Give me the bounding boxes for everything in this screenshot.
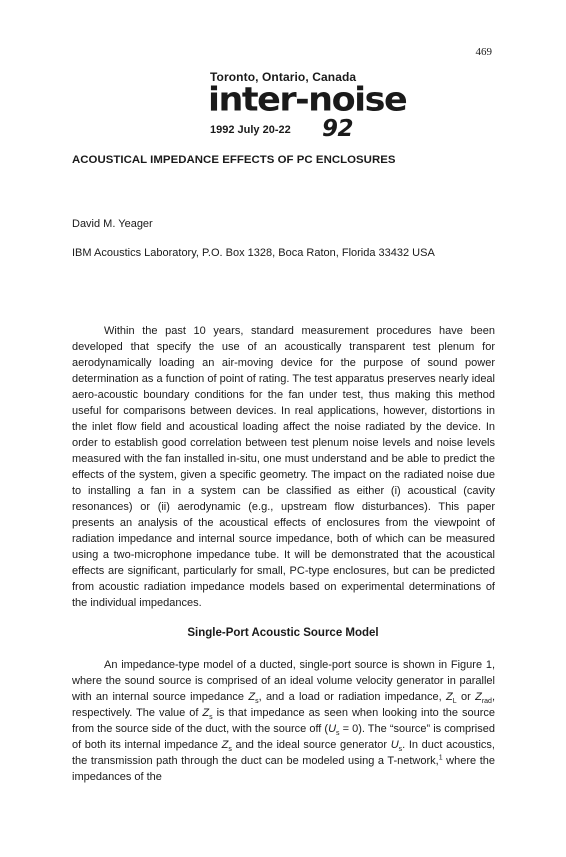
body-text-run: . In duct acoustics, the transmission path through the duct can be modeled using a T-network, <box>72 739 495 767</box>
conference-year: 92 <box>322 116 354 142</box>
body-text-run: and the ideal source generator <box>231 739 391 751</box>
math-subscript: s <box>255 698 259 706</box>
math-symbol: Z <box>446 691 453 703</box>
math-symbol: Z <box>475 691 482 703</box>
conference-dates: 1992 July 20-22 <box>210 124 291 136</box>
body-text-run: is that impedance as seen when looking into the source from the source side of the duct, with the source off ( <box>72 707 495 735</box>
math-symbol: Z <box>202 707 210 719</box>
conference-location: Toronto, Ontario, Canada <box>210 70 357 84</box>
page-number: 469 <box>475 46 492 58</box>
math-subscript: s <box>228 746 232 754</box>
math-subscript: s <box>336 730 340 738</box>
math-symbol: Z <box>248 691 256 703</box>
math-subscript: L <box>452 698 457 706</box>
math-symbol: Z <box>221 739 229 751</box>
math-symbol: U <box>390 739 399 751</box>
body-text-run: = 0). The “source” is comprised of both its internal impedance <box>72 723 495 751</box>
footnote-reference: 1 <box>438 754 443 762</box>
section-heading: Single-Port Acoustic Source Model <box>187 627 379 639</box>
body-text-run: , and a load or radiation impedance, <box>258 691 446 703</box>
body-text-run: An impedance-type model of a ducted, single-port source is shown in Figure 1, where the sound source is comprised of an ideal volume velocity generator in parallel with an internal source impedance <box>72 659 495 703</box>
body-paragraph <box>72 657 495 785</box>
author-affiliation: IBM Acoustics Laboratory, P.O. Box 1328, Boca Raton, Florida 33432 USA <box>72 247 435 259</box>
math-subscript: rad <box>481 698 492 706</box>
body-text-run: or <box>456 691 476 703</box>
math-subscript: s <box>209 714 213 722</box>
body-text-run: where the impedances of the <box>72 755 495 783</box>
math-symbol: U <box>328 723 337 735</box>
math-subscript: s <box>398 746 403 754</box>
paper-title: ACOUSTICAL IMPEDANCE EFFECTS OF PC ENCLOSURES <box>72 154 396 166</box>
conference-logo: inter-noise <box>208 81 407 120</box>
body-text-run: , respectively. The value of <box>72 691 495 719</box>
author-name: David M. Yeager <box>72 218 153 230</box>
abstract-paragraph: Within the past 10 years, standard measurement procedures have been developed that specify the use of an acoustically transparent test plenum for aerodynamically loading an air-moving device for the purpose of sound power determination as a function of point of rating. The test apparatus preserves nearly ideal aero-acoustic boundary conditions for the fan under test, thus making this method useful for comparisons between devices. In real applications, however, distortions in the inlet flow field and acoustical loading affect the noise radiated by the device. In order to establish good correlation between test plenum noise levels and noise levels measured with the fan installed in-situ, one must understand and be able to predict the effects of the system, given a specific geometry. The impact on the radiated noise due to installing a fan in a system can be classified as either (i) acoustical (cavity resonances) or (ii) aerodynamic (e.g., upstream flow disturbances). This paper presents an analysis of the acoustical effects of enclosures from the viewpoint of radiation impedance and internal source impedance, both of which can be measured using a two-microphone impedance tube. It will be demonstrated that the acoustical effects are significant, particularly for small, PC-type enclosures, but can be predicted from acoustic radiation impedance models based on experimental determinations of the individual impedances. <box>72 325 495 609</box>
